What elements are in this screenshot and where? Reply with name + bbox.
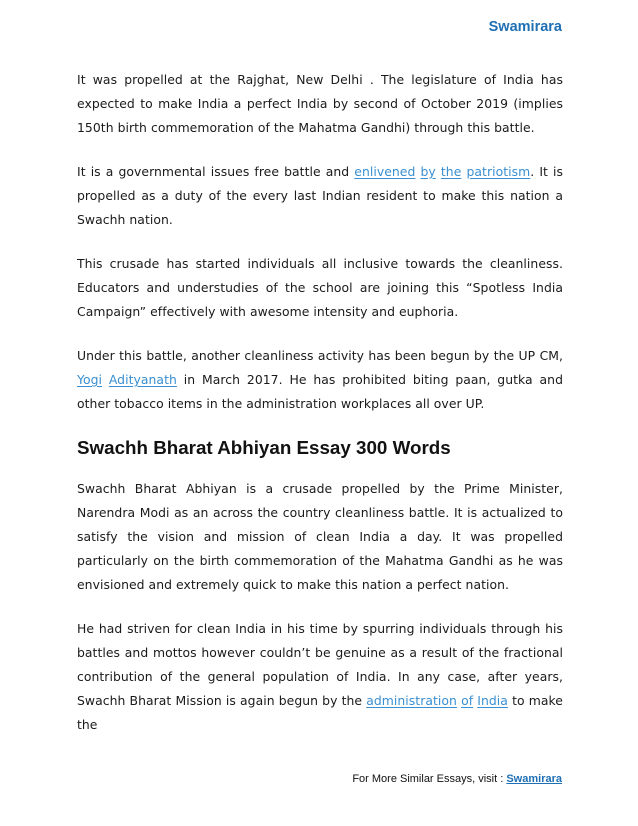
page-footer [352,773,562,785]
paragraph-3: This crusade has started individuals all inclusive towards the cleanliness. Educators and understudies of the school are joining this “Spotless India Campaign” effectively with awesome intensity and euphoria. [77,256,563,319]
paragraph-1: It was propelled at the Rajghat, New Delhi . The legislature of India has expected to make India a perfect India by second of October 2019 (implies 150th birth commemoration of the Mahatma Gandhi) through this battle. [77,72,563,135]
paragraph-6 [77,617,563,737]
paragraph-6-text-start: He had striven for clean India in his time by spurring individuals through his battles and mottos however couldn’t be genuine as a result of the fractional contribution of the general population of India. In any case, after years, Swachh Bharat Mission is again begun by the [77,621,563,708]
paragraph-2 [77,160,563,232]
footer-text: For More Similar Essays, visit : [352,773,507,785]
essay-content [77,68,563,757]
section-heading: Swachh Bharat Abhiyan Essay 300 Words [77,437,451,458]
paragraph-2-text-end: . It is propelled as a duty of the every last Indian resident to make this nation a Swachh nation. [77,164,564,227]
link-of[interactable]: of [461,693,474,708]
header-brand-link[interactable]: Swamirara [488,19,562,35]
link-yogi[interactable]: Yogi [77,372,103,387]
paragraph-6-text-end: to make the [77,693,563,732]
paragraph-2-text-start: It is a governmental issues free battle and [77,164,355,179]
paragraph-4-text-end: in March 2017. He has prohibited biting paan, gutka and other tobacco items in the administration workplaces all over UP. [77,372,563,411]
link-patriotism[interactable]: patriotism [466,164,531,179]
link-india[interactable]: India [477,693,508,708]
paragraph-4 [77,344,563,416]
footer-brand-link[interactable]: Swamirara [506,773,562,785]
paragraph-5: Swachh Bharat Abhiyan is a crusade propelled by the Prime Minister, Narendra Modi as an across the country cleanliness battle. It is actualized to satisfy the vision and mission of clean India a day. It was propelled particularly on the birth commemoration of the Mahatma Gandhi as he was envisioned and extremely quick to make this nation a perfect nation. [77,481,563,592]
link-enlivened[interactable]: enlivened [354,164,416,179]
link-adityanath[interactable]: Adityanath [108,372,177,387]
link-administration[interactable]: administration [366,693,457,708]
link-the[interactable]: the [440,164,462,179]
paragraph-4-text-start: Under this battle, another cleanliness activity has been begun by the UP CM, [77,348,563,363]
link-by[interactable]: by [420,164,436,179]
